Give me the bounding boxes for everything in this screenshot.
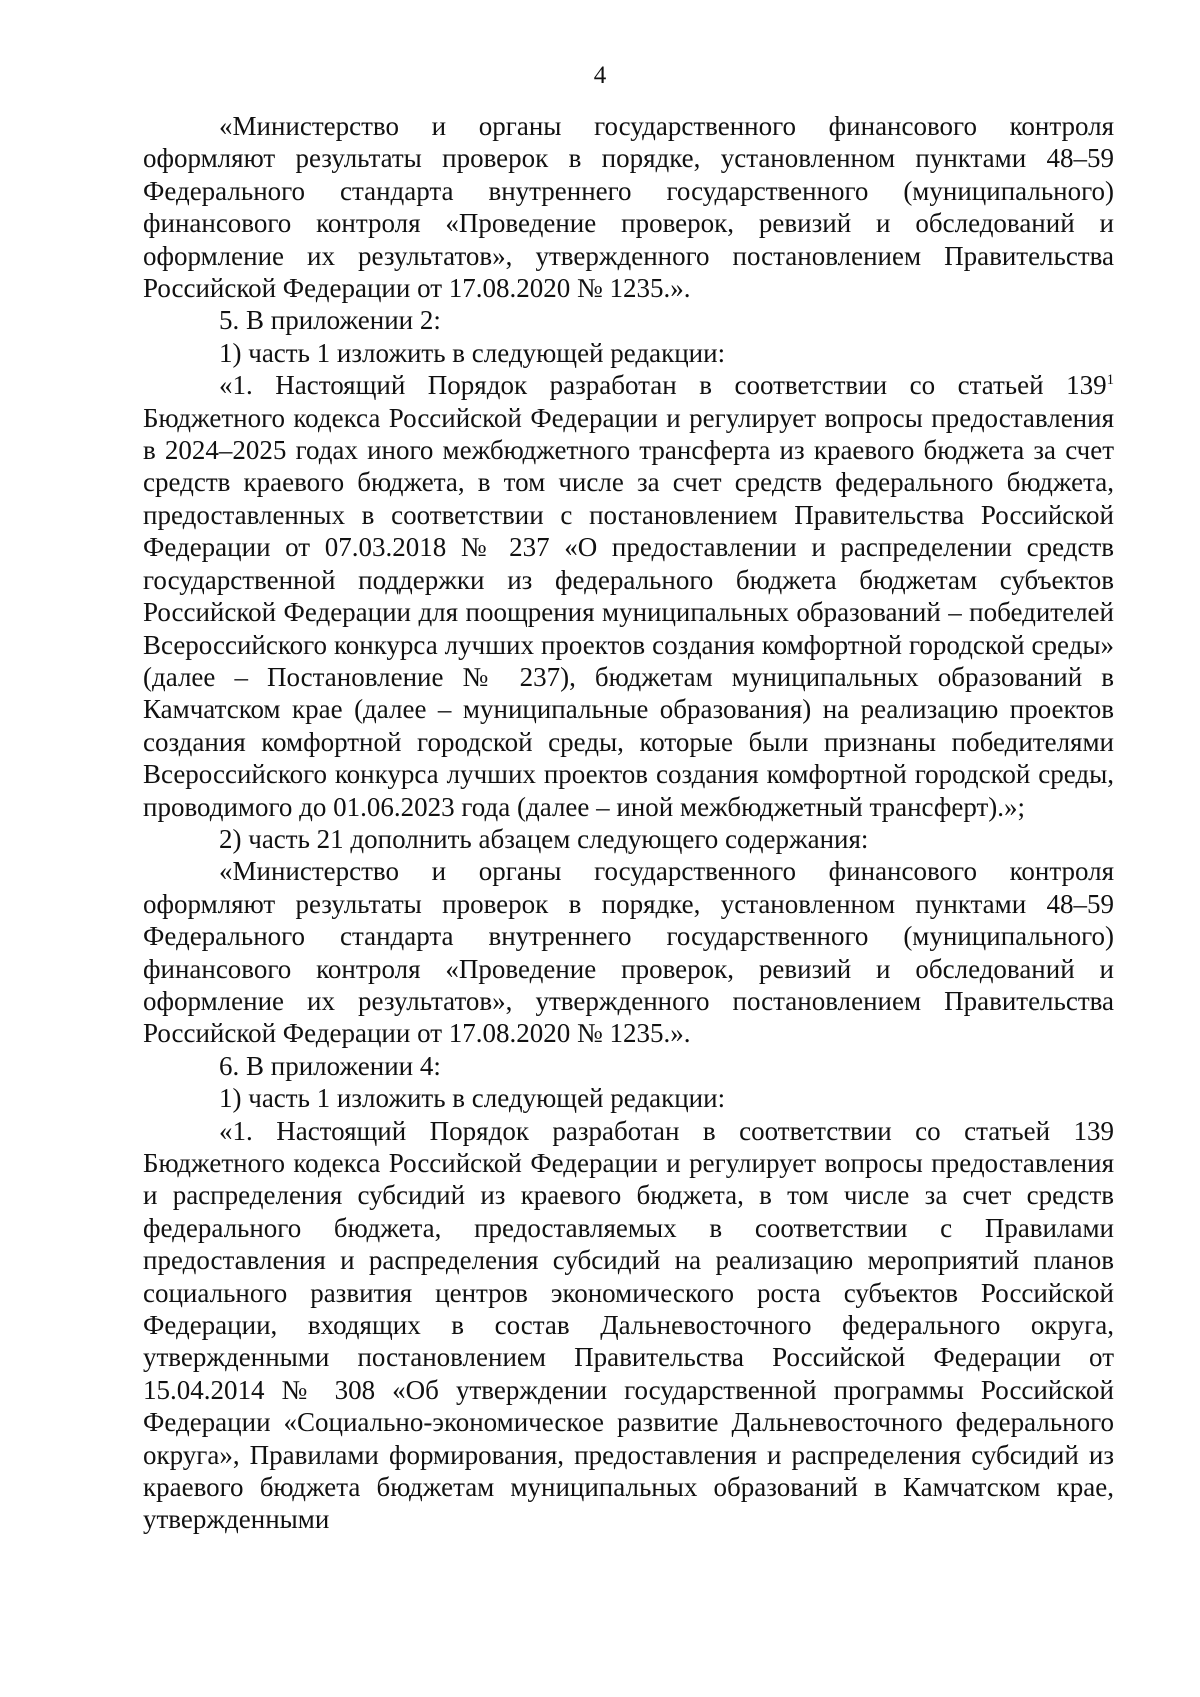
paragraph-appendix-2-new-part-1 (143, 369, 1114, 823)
paragraph-ministry-control-1: «Министерство и органы государственного финансового контроля оформляют результаты проверок в порядке, установленном пунктами 48–59 Федерального стандарта внутреннего государственного (муниципального) финансового контроля «Проведение проверок, ревизий и обследований и оформление их результатов», утвержденного постановлением Правительства Российской Федерации от 17.08.2020 № 1235.». (143, 111, 1114, 304)
article-superscript: 1 (1106, 372, 1114, 389)
page-number: 4 (593, 62, 607, 89)
paragraph-appendix-2-item-1: 1) часть 1 изложить в следующей редакции: (219, 337, 726, 368)
paragraph-appendix-2-item-2: 2) часть 21 дополнить абзацем следующего содержания: (219, 823, 869, 854)
document-body (143, 110, 1114, 1536)
paragraph-text-after-superscript: Бюджетного кодекса Российской Федерации и регулирует вопросы предоставления в 2024–2025 годах иного межбюджетного трансферта из краевого бюджета за счет средств краевого бюджета, в том числе за счет средств федерального бюджета, предоставленных в соответствии с постановлением Правительства Российской Федерации от 07.03.2018 № 237 «О предоставлении и распределении средств государственной поддержки из федерального бюджета бюджетам субъектов Российской Федерации для поощрения муниципальных образований – победителей Всероссийского конкурса лучших проектов создания комфортной городской среды» (далее – Постановление № 237), бюджетам муниципальных образований в Камчатском крае (далее – муниципальные образования) на реализацию проектов создания комфортной городской среды, которые были признаны победителями Всероссийского конкурса лучших проектов создания комфортной городской среды, проводимого до 01.06.2023 года (далее – иной межбюджетный трансферт).»; (143, 402, 1114, 822)
paragraph-appendix-4-item-1: 1) часть 1 изложить в следующей редакции: (219, 1083, 726, 1114)
paragraph-appendix-4-new-part-1: «1. Настоящий Порядок разработан в соответствии со статьей 139 Бюджетного кодекса Российской Федерации и регулирует вопросы предоставления и распределения субсидий из краевого бюджета, в том числе за счет средств федерального бюджета, предоставляемых в соответствии с Правилами предоставления и распределения субсидий на реализацию мероприятий планов социального развития центров экономического роста субъектов Российской Федерации, входящих в состав Дальневосточного федерального округа, утвержденными постановлением Правительства Российской Федерации от 15.04.2014 № 308 «Об утверждении государственной программы Российской Федерации «Социально-экономическое развитие Дальневосточного федерального округа», Правилами формирования, предоставления и распределения субсидий из краевого бюджета бюджетам муниципальных образований в Камчатском крае, утвержденными (143, 1115, 1114, 1535)
paragraph-appendix-4-heading: 6. В приложении 4: (219, 1050, 441, 1081)
paragraph-text-before-superscript: «1. Настоящий Порядок разработан в соответствии со статьей 139 (219, 370, 1107, 401)
paragraph-appendix-2-heading: 5. В приложении 2: (219, 305, 441, 336)
paragraph-ministry-control-2: «Министерство и органы государственного финансового контроля оформляют результаты проверок в порядке, установленном пунктами 48–59 Федерального стандарта внутреннего государственного (муниципального) финансового контроля «Проведение проверок, ревизий и обследований и оформление их результатов», утвержденного постановлением Правительства Российской Федерации от 17.08.2020 № 1235.». (143, 856, 1114, 1049)
